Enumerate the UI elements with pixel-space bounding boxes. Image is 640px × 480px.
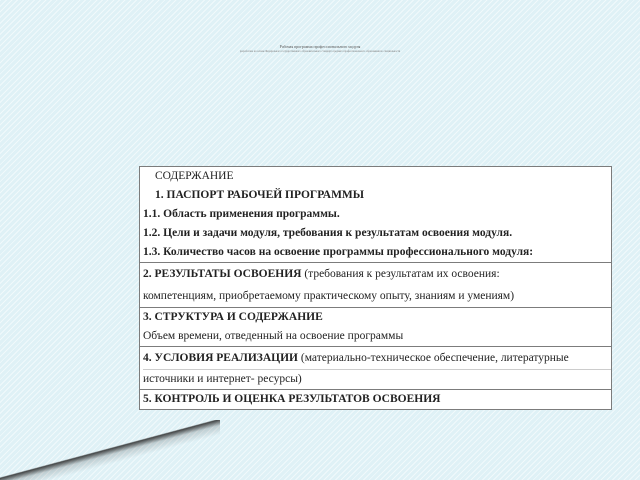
- slide-header: [0, 44, 640, 54]
- table-row: [140, 347, 612, 390]
- table-row: [140, 308, 612, 347]
- decorative-corner-shadow: [0, 420, 220, 480]
- section-2-line: [143, 263, 611, 285]
- section-2-title: 2. РЕЗУЛЬТАТЫ ОСВОЕНИЯ: [143, 268, 302, 280]
- table-row: [140, 390, 612, 410]
- section-1-title: 1. ПАСПОРТ РАБОЧЕЙ ПРОГРАММЫ: [155, 189, 365, 201]
- table-row: [140, 263, 612, 308]
- section-3-cell: [140, 308, 612, 347]
- section-5-title: 5. КОНТРОЛЬ И ОЦЕНКА РЕЗУЛЬТАТОВ ОСВОЕНИЯ: [143, 393, 441, 405]
- section-1-item-1: 1.1. Область применения программы.: [143, 208, 340, 220]
- slide-subtitle: разработана на основе Федерального государственного образовательного стандарта среднего профессионального образования по специальности: [239, 50, 401, 53]
- section-3-desc: Объем времени, отведенный на освоение программы: [143, 330, 404, 342]
- section-2-cell: [140, 263, 612, 308]
- section-4-desc-b: источники и интернет- ресурсы): [143, 373, 302, 385]
- table-row: [140, 167, 612, 263]
- section-1-item-2: 1.2. Цели и задачи модуля, требования к результатам освоения модуля.: [143, 227, 513, 239]
- section-2-desc-b: компетенциям, приобретаемому практическому опыту, знаниям и умениям): [143, 290, 515, 302]
- contents-heading: СОДЕРЖАНИЕ: [155, 170, 234, 182]
- contents-table: [139, 166, 612, 410]
- section-4-desc-a: (материально-техническое обеспечение, литературные: [298, 352, 569, 364]
- section-4-title: 4. УСЛОВИЯ РЕАЛИЗАЦИИ: [143, 352, 298, 364]
- section-4-cell: [140, 347, 612, 390]
- section-5-cell: [140, 390, 612, 410]
- section-1-cell: [140, 167, 612, 263]
- slide-title: Рабочая программа профессионального модуля: [279, 44, 361, 49]
- section-4-line: [143, 347, 611, 370]
- section-1-item-3: 1.3. Количество часов на освоение программы профессионального модуля:: [143, 246, 534, 258]
- section-2-desc-a: (требования к результатам их освоения:: [301, 268, 500, 280]
- section-3-title: 3. СТРУКТУРА И СОДЕРЖАНИЕ: [143, 311, 323, 323]
